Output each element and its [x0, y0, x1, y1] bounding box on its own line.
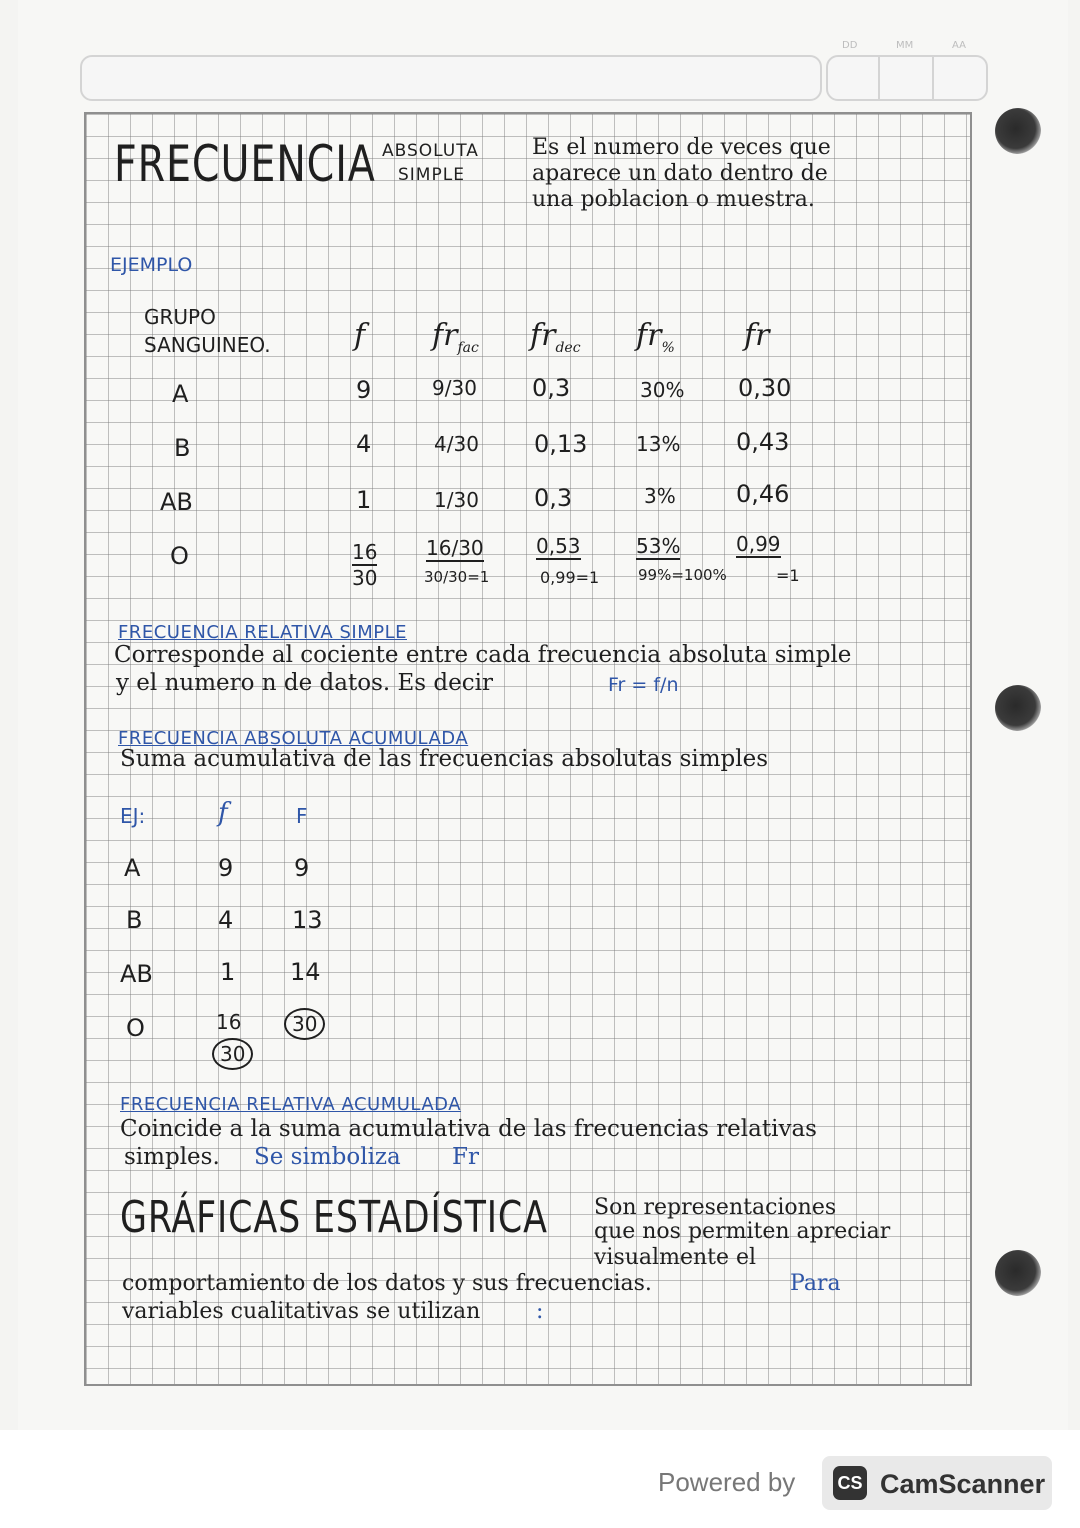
absoluta-acumulada-heading: FRECUENCIA ABSOLUTA ACUMULADA: [118, 728, 469, 749]
cell-pct: 3%: [644, 484, 676, 508]
cell-dec: 0,53: [536, 534, 581, 558]
cell-frac: 1/30: [434, 488, 479, 512]
relativa-simple-formula: Fr = f/n: [608, 674, 679, 696]
cell-F: 13: [292, 906, 323, 934]
ej-label: EJ:: [120, 804, 146, 828]
relativa-simple-text: y el numero n de datos. Es decir: [116, 670, 493, 696]
binder-hole: [995, 1250, 1041, 1296]
cell-group: A: [172, 380, 189, 408]
cell-f: 1: [220, 958, 236, 986]
graficas-text: Para: [790, 1271, 841, 1296]
cell-group: B: [174, 434, 191, 462]
relativa-acumulada-text: Coincide a la suma acumulativa de las frecuencias relativas: [120, 1116, 817, 1142]
cell-F: 14: [290, 958, 321, 986]
absoluta-acumulada-text: Suma acumulativa de las frecuencias absolutas simples: [120, 746, 769, 772]
cell-pct: 13%: [636, 432, 681, 456]
header-title-field: [80, 55, 822, 101]
col-head-f: f: [354, 318, 366, 353]
total-acc: =1: [776, 566, 800, 585]
date-label-aa: AA: [952, 40, 966, 51]
frecuencia-definition-line: una poblacion o muestra.: [532, 187, 815, 212]
total-pct: 99%=100%: [638, 566, 727, 584]
graficas-colon: :: [536, 1299, 544, 1324]
frecuencia-title: FRECUENCIA: [114, 135, 376, 193]
binder-hole: [995, 108, 1041, 154]
cell-dec: 0,3: [532, 374, 571, 402]
col-head-fr-dec: $fr_{dec}$: [530, 318, 581, 356]
graficas-text: variables cualitativas se utilizan: [122, 1299, 481, 1324]
cell-dec: 0,3: [534, 484, 573, 512]
total-dec: 0,99=1: [540, 568, 600, 587]
row-head-grupo: GRUPO: [144, 305, 216, 329]
binder-hole: [995, 685, 1041, 731]
frecuencia-definition-line: Es el numero de veces que: [532, 135, 831, 160]
graficas-text: comportamiento de los datos y sus frecuencias.: [122, 1271, 652, 1296]
row-head-sanguineo: SANGUINEO.: [144, 333, 271, 357]
cell-acc: 0,30: [738, 374, 792, 402]
cell-pct: 30%: [640, 378, 685, 402]
frecuencia-definition-line: aparece un dato dentro de: [532, 161, 828, 186]
cell-f: 1: [356, 486, 372, 514]
col-head-f: f: [218, 798, 228, 828]
graficas-definition-line: visualmente el: [594, 1245, 757, 1270]
powered-by-text: Powered by: [658, 1467, 796, 1497]
col-head-fr-fac: $fr_{fac}$: [432, 318, 479, 356]
graficas-title: GRÁFICAS ESTADÍSTICA: [120, 1192, 548, 1243]
cell-group: AB: [160, 488, 193, 516]
date-label-dd: DD: [842, 40, 858, 51]
cell-f: 4: [218, 906, 234, 934]
cell-group: B: [126, 906, 143, 934]
cell-group: AB: [120, 960, 153, 988]
cell-f: 4: [356, 430, 372, 458]
cell-group: A: [124, 854, 141, 882]
graficas-definition-line: que nos permiten apreciar: [594, 1219, 891, 1244]
cell-F: 9: [294, 854, 310, 882]
total-frac: 30/30=1: [424, 568, 490, 586]
cell-F-circled: 30: [284, 1008, 325, 1040]
relativa-acumulada-symbol: Fr: [452, 1144, 479, 1170]
col-head-fr-acc: fr: [744, 318, 770, 353]
cell-f: 9: [218, 854, 234, 882]
relativa-simple-text: Corresponde al cociente entre cada frecuencia absoluta simple: [114, 642, 852, 668]
cell-acc: 0,46: [736, 480, 790, 508]
cell-f: 16: [216, 1010, 242, 1034]
cell-frac: 9/30: [432, 376, 477, 400]
cell-dec: 0,13: [534, 430, 588, 458]
frecuencia-subtitle-absoluta: ABSOLUTA: [382, 141, 479, 161]
total-circled: 30: [212, 1038, 253, 1070]
camscanner-logo-icon: CS: [833, 1466, 867, 1500]
frecuencia-subtitle-simple: SIMPLE: [398, 165, 465, 185]
graficas-definition-line: Son representaciones: [594, 1195, 837, 1220]
ejemplo-label: EJEMPLO: [110, 254, 193, 276]
cell-acc: 0,99: [736, 532, 781, 556]
relativa-acumulada-text: Se simboliza: [254, 1144, 401, 1170]
cell-group: O: [126, 1014, 145, 1042]
cell-f: 16: [352, 540, 378, 564]
relativa-acumulada-heading: FRECUENCIA RELATIVA ACUMULADA: [120, 1094, 462, 1115]
relativa-simple-heading: FRECUENCIA RELATIVA SIMPLE: [118, 622, 407, 643]
relativa-acumulada-text: simples.: [124, 1144, 220, 1170]
total-f: 30: [352, 566, 378, 590]
col-head-fr-pct: $fr_{\%}$: [636, 318, 675, 356]
date-label-mm: MM: [896, 40, 914, 51]
cell-acc: 0,43: [736, 428, 790, 456]
cell-f: 9: [356, 376, 372, 404]
camscanner-brand: CamScanner: [880, 1469, 1046, 1499]
cell-frac: 4/30: [434, 432, 479, 456]
cell-frac: 16/30: [426, 536, 484, 560]
col-head-F: F: [296, 804, 308, 828]
cell-group: O: [170, 542, 189, 570]
cell-pct: 53%: [636, 534, 681, 558]
date-box: [826, 55, 988, 101]
